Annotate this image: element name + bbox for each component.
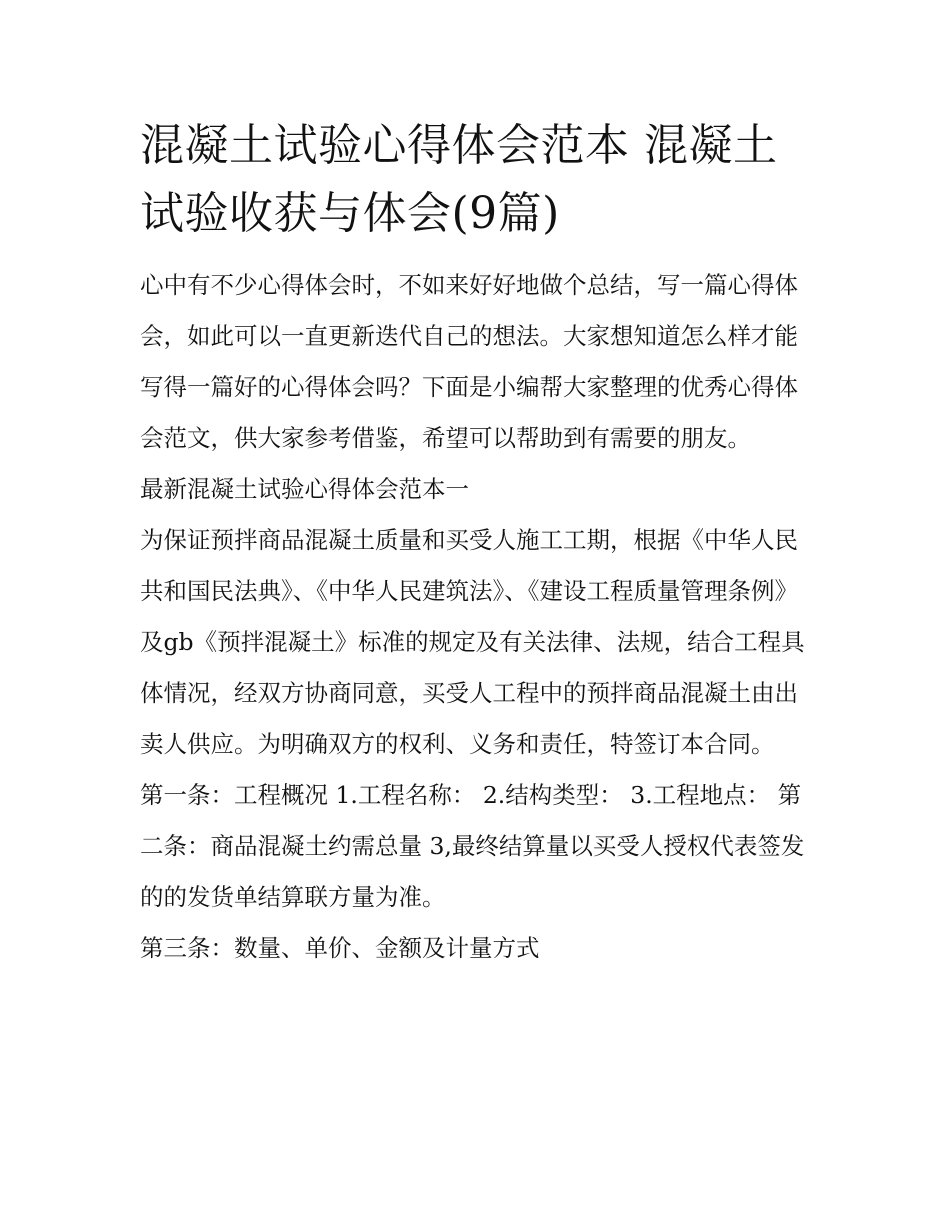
document-title: 混凝土试验心得体会范本 混凝土试验收获与体会(9篇) <box>140 120 778 239</box>
intro-paragraph: 心中有不少心得体会时，不如来好好地做个总结，写一篇心得体会，如此可以一直更新迭代自己的想法。大家想知道怎么样才能写得一篇好的心得体会吗？下面是小编帮大家整理的优秀心得体会范文，供大家参考借鉴，希望可以帮助到有需要的朋友。 <box>140 271 798 452</box>
article-1-2-paragraph: 第一条：工程概况 1.工程名称： 2.结构类型： 3.工程地点： 第二条：商品混凝土约需总量 3,最终结算量以买受人授权代表签发的的发货单结算联方量为准。 <box>140 781 805 911</box>
section-heading: 最新混凝土试验心得体会范本一 <box>140 475 469 503</box>
contract-intro-paragraph: 为保证预拌商品混凝土质量和买受人施工工期，根据《中华人民共和国民法典》、《中华人民建筑法》、《建设工程质量管理条例》及gb《预拌混凝土》标准的规定及有关法律、法规，结合工程具体情况，经双方协商同意，买受人工程中的预拌商品混凝土由出卖人供应。为明确双方的权利、义务和责任，特签订本合同。 <box>140 526 805 758</box>
document-page <box>140 112 812 974</box>
article-3-heading: 第三条：数量、单价、金额及计量方式 <box>140 934 540 962</box>
